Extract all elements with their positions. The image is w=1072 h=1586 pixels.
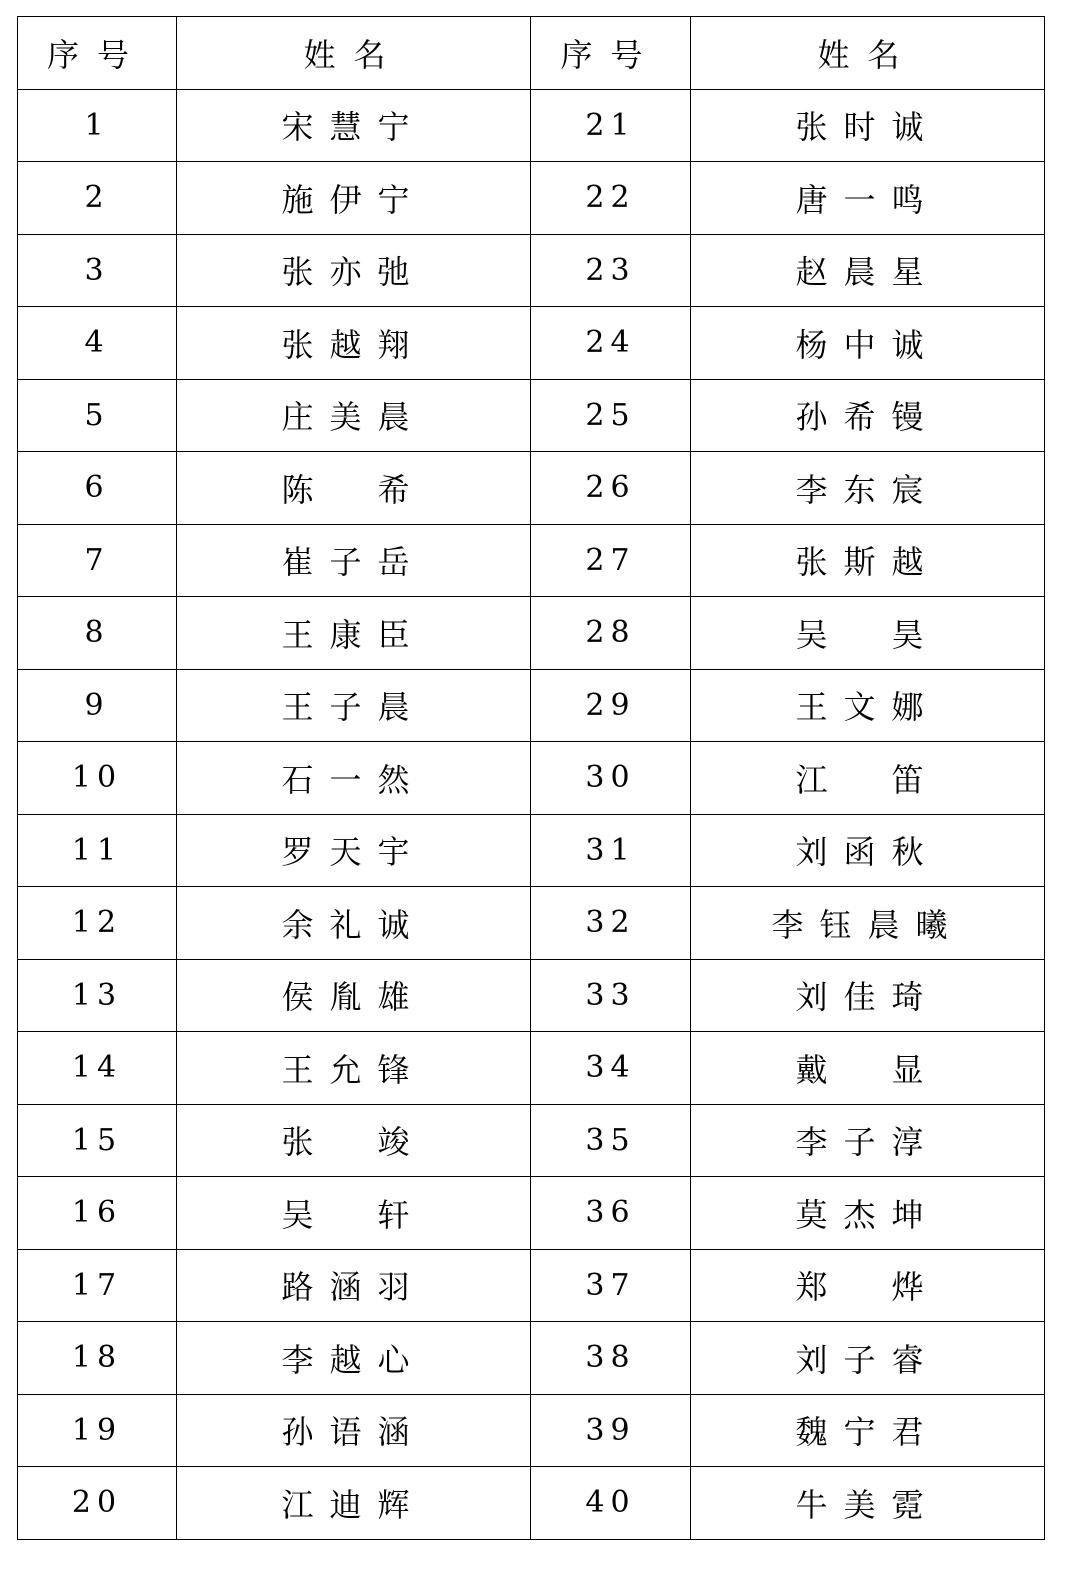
index-cell-right: 29: [531, 669, 691, 742]
index-cell-right: 31: [531, 814, 691, 887]
name-cell-left: 罗天宇: [177, 814, 531, 887]
table-row: [18, 234, 1045, 307]
index-cell-left: 11: [18, 814, 177, 887]
index-cell-right: 26: [531, 452, 691, 525]
index-cell-right: 40: [531, 1467, 691, 1540]
name-cell-right: 李东宸: [691, 452, 1045, 525]
index-cell-right: 38: [531, 1322, 691, 1395]
name-cell-right: 唐一鸣: [691, 162, 1045, 235]
name-cell-right: 赵晨星: [691, 234, 1045, 307]
index-cell-right: 32: [531, 887, 691, 960]
table-row: [18, 162, 1045, 235]
name-cell-left: 余礼诚: [177, 887, 531, 960]
name-cell-left: 施伊宁: [177, 162, 531, 235]
name-cell-left: 崔子岳: [177, 524, 531, 597]
index-cell-right: 36: [531, 1177, 691, 1250]
header-row: [18, 17, 1045, 90]
name-cell-left: 王允锋: [177, 1032, 531, 1105]
name-cell-left: 陈 希: [177, 452, 531, 525]
table-row: [18, 524, 1045, 597]
index-cell-left: 7: [18, 524, 177, 597]
name-cell-left: 李越心: [177, 1322, 531, 1395]
name-cell-left: 庄美晨: [177, 379, 531, 452]
table-row: [18, 1104, 1045, 1177]
index-cell-right: 24: [531, 307, 691, 380]
header-index-right: 序号: [531, 17, 691, 90]
index-cell-right: 22: [531, 162, 691, 235]
header-index-left: 序号: [18, 17, 177, 90]
table-row: [18, 597, 1045, 670]
table-row: [18, 379, 1045, 452]
table-row: [18, 1249, 1045, 1322]
table-row: [18, 959, 1045, 1032]
index-cell-right: 23: [531, 234, 691, 307]
table-row: [18, 452, 1045, 525]
name-cell-left: 侯胤雄: [177, 959, 531, 1032]
name-cell-right: 牛美霓: [691, 1467, 1045, 1540]
table-row: [18, 814, 1045, 887]
name-cell-right: 莫杰坤: [691, 1177, 1045, 1250]
index-cell-right: 30: [531, 742, 691, 815]
roster-table: [17, 16, 1045, 1540]
index-cell-left: 17: [18, 1249, 177, 1322]
index-cell-left: 1: [18, 89, 177, 162]
index-cell-left: 6: [18, 452, 177, 525]
roster-body: [18, 89, 1045, 1539]
name-cell-left: 张越翔: [177, 307, 531, 380]
name-cell-right: 魏宁君: [691, 1394, 1045, 1467]
index-cell-left: 10: [18, 742, 177, 815]
index-cell-left: 16: [18, 1177, 177, 1250]
name-cell-left: 张亦弛: [177, 234, 531, 307]
index-cell-right: 39: [531, 1394, 691, 1467]
name-cell-right: 李子淳: [691, 1104, 1045, 1177]
index-cell-right: 35: [531, 1104, 691, 1177]
index-cell-left: 8: [18, 597, 177, 670]
table-row: [18, 1177, 1045, 1250]
name-cell-left: 王康臣: [177, 597, 531, 670]
name-cell-right: 江 笛: [691, 742, 1045, 815]
name-cell-left: 吴 轩: [177, 1177, 531, 1250]
name-cell-left: 张 竣: [177, 1104, 531, 1177]
index-cell-left: 3: [18, 234, 177, 307]
table-row: [18, 307, 1045, 380]
name-cell-left: 江迪辉: [177, 1467, 531, 1540]
index-cell-left: 4: [18, 307, 177, 380]
name-cell-right: 郑 烨: [691, 1249, 1045, 1322]
index-cell-left: 20: [18, 1467, 177, 1540]
name-cell-right: 刘子睿: [691, 1322, 1045, 1395]
name-cell-right: 吴 昊: [691, 597, 1045, 670]
header-name-left: 姓名: [177, 17, 531, 90]
index-cell-left: 18: [18, 1322, 177, 1395]
index-cell-left: 9: [18, 669, 177, 742]
name-cell-right: 刘函秋: [691, 814, 1045, 887]
index-cell-left: 14: [18, 1032, 177, 1105]
index-cell-left: 5: [18, 379, 177, 452]
header-name-right: 姓名: [691, 17, 1045, 90]
index-cell-right: 33: [531, 959, 691, 1032]
index-cell-left: 15: [18, 1104, 177, 1177]
name-cell-right: 戴 显: [691, 1032, 1045, 1105]
table-row: [18, 1032, 1045, 1105]
index-cell-left: 2: [18, 162, 177, 235]
index-cell-left: 19: [18, 1394, 177, 1467]
table-row: [18, 1467, 1045, 1540]
name-cell-left: 宋慧宁: [177, 89, 531, 162]
index-cell-right: 25: [531, 379, 691, 452]
name-cell-right: 李钰晨曦: [691, 887, 1045, 960]
table-row: [18, 669, 1045, 742]
table-row: [18, 742, 1045, 815]
name-cell-right: 王文娜: [691, 669, 1045, 742]
name-cell-right: 孙希镘: [691, 379, 1045, 452]
name-cell-left: 路涵羽: [177, 1249, 531, 1322]
name-cell-left: 王子晨: [177, 669, 531, 742]
table-row: [18, 887, 1045, 960]
name-cell-right: 杨中诚: [691, 307, 1045, 380]
index-cell-right: 21: [531, 89, 691, 162]
index-cell-right: 27: [531, 524, 691, 597]
index-cell-left: 13: [18, 959, 177, 1032]
index-cell-right: 37: [531, 1249, 691, 1322]
table-row: [18, 1322, 1045, 1395]
name-cell-right: 张时诚: [691, 89, 1045, 162]
index-cell-right: 28: [531, 597, 691, 670]
name-cell-right: 刘佳琦: [691, 959, 1045, 1032]
name-cell-right: 张斯越: [691, 524, 1045, 597]
table-row: [18, 1394, 1045, 1467]
table-row: [18, 89, 1045, 162]
index-cell-right: 34: [531, 1032, 691, 1105]
index-cell-left: 12: [18, 887, 177, 960]
name-cell-left: 孙语涵: [177, 1394, 531, 1467]
name-cell-left: 石一然: [177, 742, 531, 815]
